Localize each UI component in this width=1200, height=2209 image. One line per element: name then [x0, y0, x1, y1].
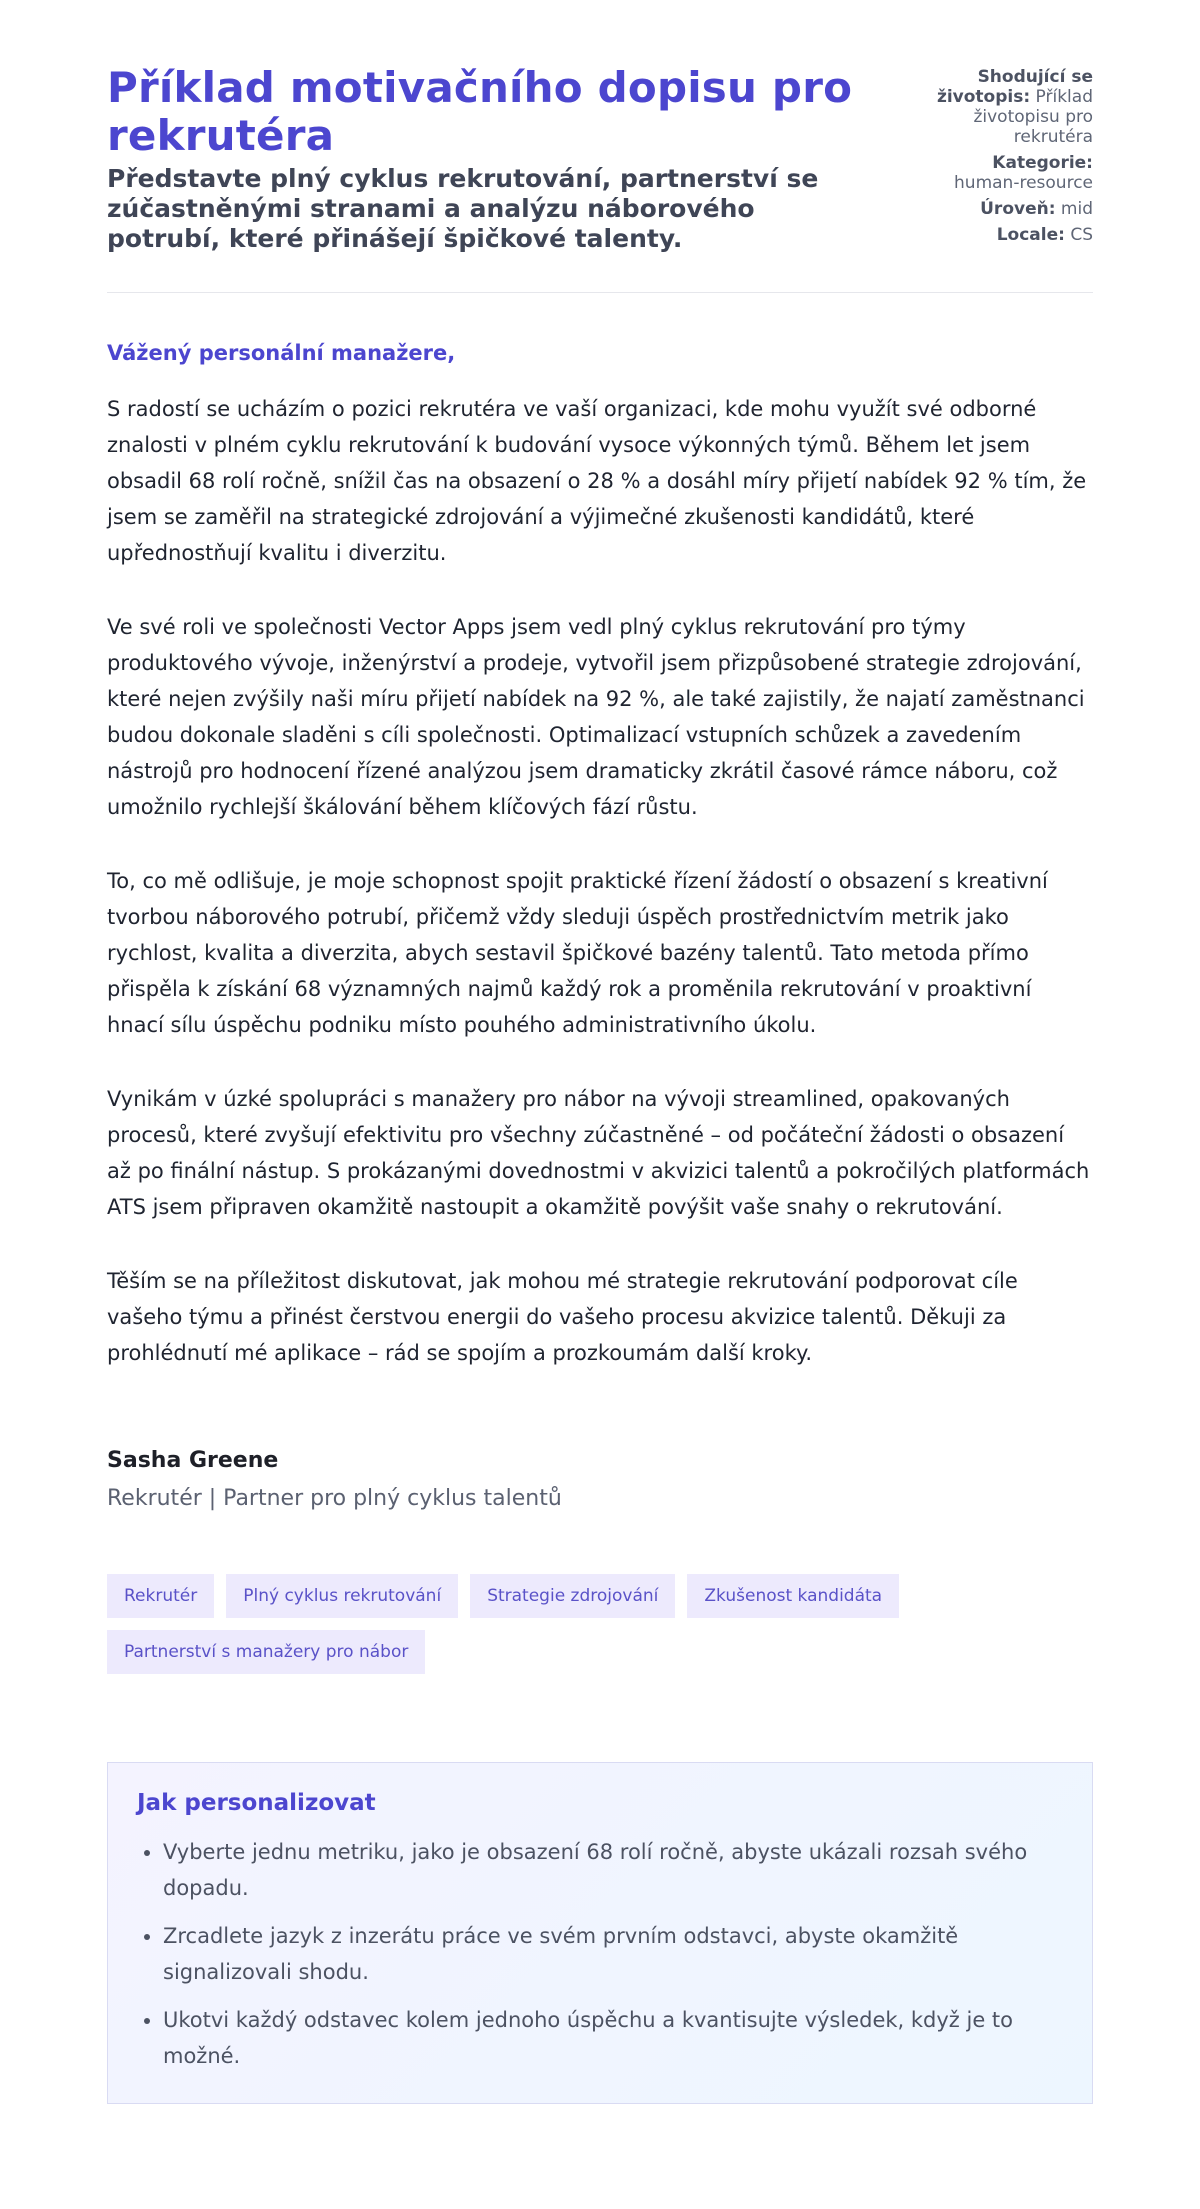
letter-paragraph-2: Ve své roli ve společnosti Vector Apps jsem vedl plný cyklus rekrutování pro týmy produktového vývoje, inženýrství a prodeje, vytvořil jsem přizpůsobené strategie zdrojování, které nejen zvýšily naši míru přijetí nabídek na 92 %, ale také zajistily, že najatí zaměstnanci budou dokonale sladěni s cíli společnosti. Optimalizací vstupních schůzek a zavedením nástrojů pro hodnocení řízené analýzou jsem dramaticky zkrátil časové rámce náboru, což umožnilo rychlejší škálování během klíčových fází růstu. [107, 615, 1085, 819]
meta-locale [925, 225, 1093, 245]
letter-paragraph-5: Těším se na příležitost diskutovat, jak mohou mé strategie rekrutování podporovat cíle vašeho týmu a přinést čerstvou energii do vašeho procesu akvizice talentů. Děkuji za prohlédnutí mé aplikace – rád se spojím a prozkoumám další kroky. [107, 1269, 1018, 1365]
letter-paragraph-3: To, co mě odlišuje, je moje schopnost spojit praktické řízení žádostí o obsazení s kreativní tvorbou náborového potrubí, přičemž vždy sleduji úspěch prostřednictvím metrik jako rychlost, kvalita a diverzita, abych sestavil špičkové bazény talentů. Tato metoda přímo přispěla k získání 68 významných najmů každý rok a proměnila rekrutování v proaktivní hnací sílu úspěchu podniku místo pouhého administrativního úkolu. [107, 869, 1048, 1037]
meta-matching-resume-value: Příklad životopisu pro rekrutéra [973, 87, 1093, 147]
signature-role: Rekrutér | Partner pro plný cyklus talentů [107, 1486, 562, 1511]
meta-matching-resume-label: Shodující se životopis: [936, 67, 1093, 107]
signature-name: Sasha Greene [107, 1448, 279, 1473]
personalization-tips-title: Jak personalizovat [137, 1790, 376, 1816]
tip-item-3: • Ukotvi každý odstavec kolem jednoho úspěchu a kvantisujte výsledek, když je to možné. [163, 2002, 1063, 2074]
meta-matching-resume [925, 67, 1093, 147]
document-meta [925, 67, 1093, 251]
personalization-tips-list [137, 1834, 1063, 2074]
header-title-group [107, 64, 867, 254]
skills-tags [107, 1574, 1093, 1674]
meta-category-value: human-resource [954, 173, 1093, 193]
page-title: Příklad motivačního dopisu pro rekrutéra [107, 63, 853, 160]
tag-full-cycle-recruiting: Plný cyklus rekrutování [226, 1574, 458, 1618]
page-subtitle: Představte plný cyklus rekrutování, partnerství se zúčastněnými stranami a analýzu náborového potrubí, které přinášejí špičkové talenty. [107, 164, 819, 253]
meta-category-label: Kategorie: [992, 153, 1093, 173]
letter-content [107, 339, 1093, 1514]
meta-locale-value: CS [1070, 225, 1093, 245]
salutation: Vážený personální manažere, [107, 341, 456, 365]
meta-locale-label: Locale: [996, 225, 1065, 245]
personalization-tips-box [107, 1762, 1093, 2104]
meta-level-label: Úroveň: [980, 199, 1056, 219]
meta-category [925, 153, 1093, 193]
tip-item-1: • Vyberte jednu metriku, jako je obsazení 68 rolí ročně, abyste ukázali rozsah svého dopadu. [163, 1834, 1063, 1906]
header-divider [107, 292, 1093, 293]
tip-item-2: • Zrcadlete jazyk z inzerátu práce ve svém prvním odstavci, abyste okamžitě signalizovali shodu. [163, 1918, 1063, 1990]
tag-candidate-experience: Zkušenost kandidáta [687, 1574, 899, 1618]
letter-paragraph-4: Vynikám v úzké spolupráci s manažery pro nábor na vývoji streamlined, opakovaných procesů, které zvyšují efektivitu pro všechny zúčastněné – od počáteční žádosti o obsazení až po finální nástup. S prokázanými dovednostmi v akvizici talentů a pokročilých platformách ATS jsem připraven okamžitě nastoupit a okamžitě povýšit vaše snahy o rekrutování. [107, 1087, 1090, 1219]
document-header [107, 64, 1093, 254]
meta-level [925, 199, 1093, 219]
tag-hiring-manager-partnership: Partnerství s manažery pro nábor [107, 1630, 425, 1674]
meta-level-value: mid [1060, 199, 1093, 219]
tag-sourcing-strategy: Strategie zdrojování [470, 1574, 675, 1618]
letter-paragraph-1: S radostí se ucházím o pozici rekrutéra ve vaší organizaci, kde mohu využít své odborné znalosti v plném cyklu rekrutování k budování vysoce výkonných týmů. Během let jsem obsadil 68 rolí ročně, snížil čas na obsazení o 28 % a dosáhl míry přijetí nabídek 92 % tím, že jsem se zaměřil na strategické zdrojování a výjimečné zkušenosti kandidátů, které upřednostňují kvalitu i diverzitu. [107, 397, 1087, 565]
tag-recruiter: Rekrutér [107, 1574, 214, 1618]
